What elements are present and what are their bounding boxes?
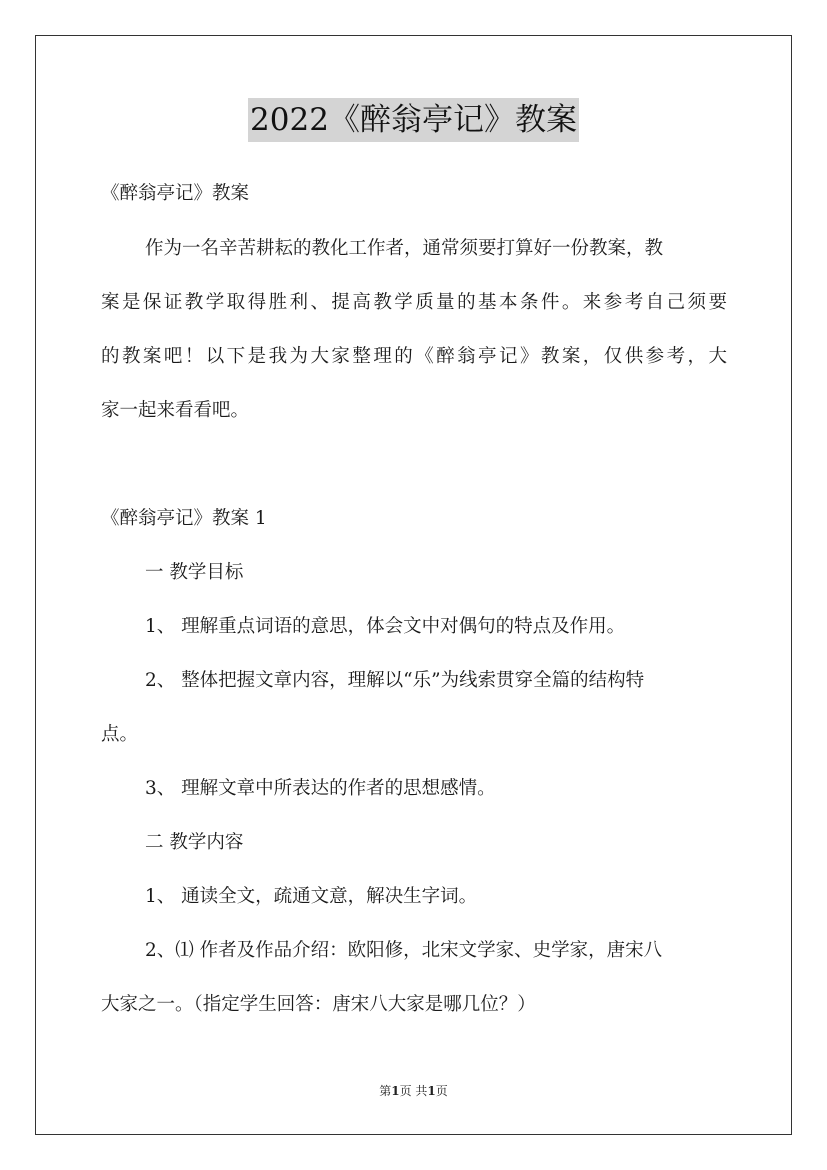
page-footer xyxy=(0,1083,827,1099)
intro-line-4: 家一起来看看吧。 xyxy=(101,400,250,421)
intro-line-1: 作为一名辛苦耕耘的教化工作者，通常须要打算好一份教案，教 xyxy=(145,238,664,259)
goal-2-line-2: 点。 xyxy=(101,724,139,745)
footer-suffix: 页 xyxy=(435,1084,448,1098)
intro-line-3: 的教案吧！以下是我为大家整理的《醉翁亭记》教案，仅供参考，大 xyxy=(101,346,727,367)
title-container xyxy=(0,98,827,142)
footer-page-total: 1 xyxy=(427,1084,436,1098)
goals-heading: 一 教学目标 xyxy=(145,562,244,583)
goal-3: 3、 理解文章中所表达的作者的思想感情。 xyxy=(145,778,496,799)
content-heading: 二 教学内容 xyxy=(145,832,244,853)
content-1: 1、 通读全文，疏通文意，解决生字词。 xyxy=(145,886,478,907)
footer-middle: 页 共 xyxy=(399,1084,428,1098)
document-subtitle: 《醉翁亭记》教案 xyxy=(101,183,250,204)
document-title: 2022《醉翁亭记》教案 xyxy=(248,98,579,142)
goal-1: 1、 理解重点词语的意思，体会文中对偶句的特点及作用。 xyxy=(145,616,626,637)
content-2-line-1: 2、⑴ 作者及作品介绍：欧阳修，北宋文学家、史学家，唐宋八 xyxy=(145,940,663,961)
intro-line-2: 案是保证教学取得胜利、提高教学质量的基本条件。来参考自己须要 xyxy=(101,292,727,313)
goal-2-line-1: 2、 整体把握文章内容，理解以“乐”为线索贯穿全篇的结构特 xyxy=(145,670,645,691)
footer-prefix: 第 xyxy=(379,1084,392,1098)
section1-heading: 《醉翁亭记》教案 1 xyxy=(101,508,267,529)
content-2-line-2: 大家之一。（指定学生回答：唐宋八大家是哪几位？） xyxy=(101,994,536,1015)
footer-page-number: 1 xyxy=(391,1084,400,1098)
